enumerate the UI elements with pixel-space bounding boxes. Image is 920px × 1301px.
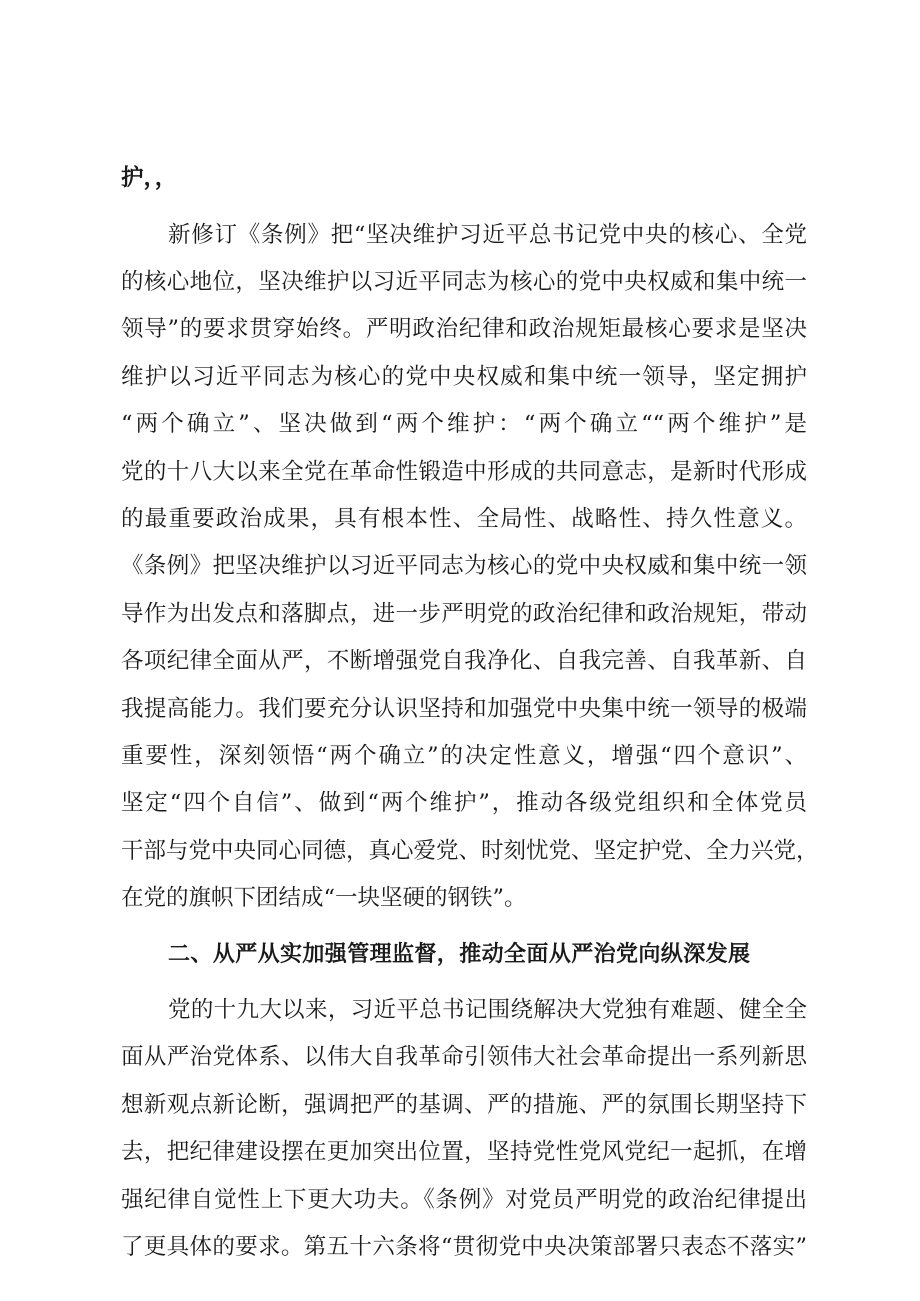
paragraph-2-line-4: 去，把纪律建设摆在更加突出位置，坚持党性党风党纪一起抓，在增: [121, 1139, 807, 1165]
paragraph-1-line-2: 的核心地位，坚决维护以习近平同志为核心的党中央权威和集中统一: [121, 269, 807, 295]
paragraph-1-line-6: 党的十八大以来全党在革命性锻造中形成的共同意志，是新时代形成: [121, 459, 807, 485]
paragraph-1-line-3: 领导”的要求贯穿始终。严明政治纪律和政治规矩最核心要求是坚决: [121, 316, 807, 342]
text-line-fragment: 护，，: [121, 165, 178, 191]
paragraph-2-line-3: 想新观点新论断，强调把严的基调、严的措施、严的氛围长期坚持下: [121, 1092, 807, 1118]
paragraph-1-line-14: 干部与党中央同心同德，真心爱党、时刻忧党、坚定护党、全力兴党，: [121, 838, 819, 864]
paragraph-1-line-8: 《条例》把坚决维护以习近平同志为核心的党中央权威和集中统一领: [121, 553, 807, 579]
paragraph-1-line-4: 维护以习近平同志为核心的党中央权威和集中统一领导，坚定拥护: [121, 364, 807, 390]
paragraph-1-line-11: 我提高能力。我们要充分认识坚持和加强党中央集中统一领导的极端: [121, 696, 807, 722]
paragraph-1-line-1: 新修订《条例》把“坚决维护习近平总书记党中央的核心、全党: [168, 222, 807, 248]
paragraph-1-line-13: 坚定“四个自信”、做到“两个维护”，推动各级党组织和全体党员: [121, 790, 807, 816]
paragraph-1-line-12: 重要性，深刻领悟“两个确立”的决定性意义，增强“四个意识”、: [121, 743, 807, 769]
paragraph-1-line-10: 各项纪律全面从严，不断增强党自我净化、自我完善、自我革新、自: [121, 648, 807, 674]
paragraph-1-line-7: 的最重要政治成果，具有根本性、全局性、战略性、持久性意义。: [121, 506, 807, 532]
paragraph-1-line-9: 导作为出发点和落脚点，进一步严明党的政治纪律和政治规矩，带动: [121, 601, 807, 627]
paragraph-2-line-1: 党的十九大以来，习近平总书记围绕解决大党独有难题、健全全: [168, 997, 807, 1023]
paragraph-2-line-2: 面从严治党体系、以伟大自我革命引领伟大社会革命提出一系列新思: [121, 1044, 807, 1070]
paragraph-2-line-5: 强纪律自觉性上下更大功夫。《条例》对党员严明党的政治纪律提出: [121, 1187, 807, 1213]
paragraph-1-line-15: 在党的旗帜下团结成“一块坚硬的钢铁”。: [121, 885, 527, 911]
paragraph-2-line-6: 了更具体的要求。第五十六条将“贯彻党中央决策部署只表态不落实”: [121, 1234, 807, 1260]
paragraph-1-line-5: “两个确立”、坚决做到“两个维护：“两个确立““两个维护”是: [121, 411, 807, 437]
section-heading: 二、从严从实加强管理监督，推动全面从严治党向纵深发展: [168, 942, 751, 967]
